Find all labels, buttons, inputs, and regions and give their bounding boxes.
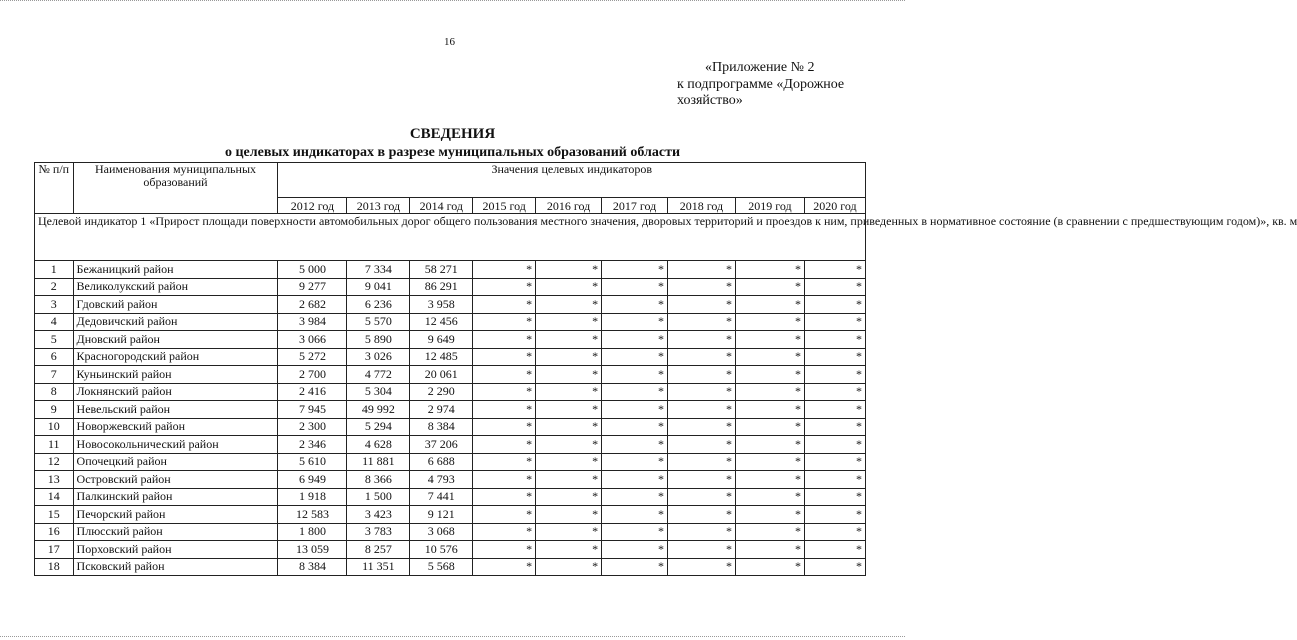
value-cell-2016: * bbox=[536, 401, 602, 419]
appendix-note bbox=[677, 60, 877, 110]
value-cell-2013: 5 570 bbox=[347, 313, 410, 331]
value-cell-2017: * bbox=[602, 366, 668, 384]
value-cell-2020: * bbox=[804, 506, 865, 524]
row-number: 12 bbox=[35, 453, 74, 471]
value-cell-2019: * bbox=[735, 261, 804, 279]
value-cell-2014: 86 291 bbox=[410, 278, 473, 296]
value-cell-2020: * bbox=[804, 366, 865, 384]
document-title: СВЕДЕНИЯ bbox=[409, 126, 496, 142]
value-cell-2015: * bbox=[473, 418, 536, 436]
value-cell-2015: * bbox=[473, 366, 536, 384]
col-num-header: № п/п bbox=[35, 163, 74, 214]
value-cell-2020: * bbox=[804, 331, 865, 349]
value-cell-2012: 2 346 bbox=[278, 436, 347, 454]
value-cell-2019: * bbox=[735, 471, 804, 489]
value-cell-2012: 8 384 bbox=[278, 558, 347, 576]
district-name: Красногородский район bbox=[73, 348, 278, 366]
table-row bbox=[35, 383, 866, 401]
value-cell-2012: 5 610 bbox=[278, 453, 347, 471]
value-cell-2016: * bbox=[536, 261, 602, 279]
district-name: Куньинский район bbox=[73, 366, 278, 384]
value-cell-2017: * bbox=[602, 401, 668, 419]
year-header: 2015 год bbox=[473, 198, 536, 214]
row-number: 4 bbox=[35, 313, 74, 331]
value-cell-2018: * bbox=[668, 471, 736, 489]
value-cell-2012: 5 000 bbox=[278, 261, 347, 279]
value-cell-2017: * bbox=[602, 541, 668, 559]
row-number: 15 bbox=[35, 506, 74, 524]
row-number: 17 bbox=[35, 541, 74, 559]
table-row bbox=[35, 436, 866, 454]
value-cell-2013: 3 783 bbox=[347, 523, 410, 541]
value-cell-2015: * bbox=[473, 331, 536, 349]
value-cell-2016: * bbox=[536, 418, 602, 436]
value-cell-2020: * bbox=[804, 453, 865, 471]
value-cell-2020: * bbox=[804, 541, 865, 559]
value-cell-2019: * bbox=[735, 558, 804, 576]
value-cell-2019: * bbox=[735, 348, 804, 366]
indicators-table bbox=[34, 162, 1297, 576]
indicator-text: Целевой индикатор 1 «Прирост площади поверхности автомобильных дорог общего пользования местного значения, дворовых территорий и проездов к ним, приведенных в нормативное состояние (в сравнении с предшествующим годом)», кв. м bbox=[35, 214, 866, 261]
value-cell-2018: * bbox=[668, 418, 736, 436]
value-cell-2017: * bbox=[602, 488, 668, 506]
year-header: 2016 год bbox=[536, 198, 602, 214]
value-cell-2015: * bbox=[473, 436, 536, 454]
row-number: 8 bbox=[35, 383, 74, 401]
value-cell-2016: * bbox=[536, 506, 602, 524]
value-cell-2019: * bbox=[735, 453, 804, 471]
district-name: Псковский район bbox=[73, 558, 278, 576]
value-cell-2019: * bbox=[735, 331, 804, 349]
value-cell-2018: * bbox=[668, 261, 736, 279]
value-cell-2020: * bbox=[804, 261, 865, 279]
value-cell-2017: * bbox=[602, 558, 668, 576]
value-cell-2012: 7 945 bbox=[278, 401, 347, 419]
value-cell-2017: * bbox=[602, 383, 668, 401]
value-cell-2017: * bbox=[602, 261, 668, 279]
value-cell-2015: * bbox=[473, 383, 536, 401]
value-cell-2013: 8 257 bbox=[347, 541, 410, 559]
row-number: 6 bbox=[35, 348, 74, 366]
value-cell-2014: 2 974 bbox=[410, 401, 473, 419]
row-number: 2 bbox=[35, 278, 74, 296]
value-cell-2019: * bbox=[735, 383, 804, 401]
district-name: Опочецкий район bbox=[73, 453, 278, 471]
appendix-line-3: хозяйство» bbox=[677, 93, 743, 108]
district-name: Плюсский район bbox=[73, 523, 278, 541]
value-cell-2014: 20 061 bbox=[410, 366, 473, 384]
value-cell-2014: 2 290 bbox=[410, 383, 473, 401]
value-cell-2018: * bbox=[668, 488, 736, 506]
district-name: Локнянский район bbox=[73, 383, 278, 401]
value-cell-2017: * bbox=[602, 471, 668, 489]
year-header: 2018 год bbox=[668, 198, 736, 214]
value-cell-2014: 6 688 bbox=[410, 453, 473, 471]
value-cell-2018: * bbox=[668, 348, 736, 366]
value-cell-2020: * bbox=[804, 436, 865, 454]
value-cell-2018: * bbox=[668, 383, 736, 401]
value-cell-2016: * bbox=[536, 383, 602, 401]
value-cell-2015: * bbox=[473, 541, 536, 559]
row-number: 10 bbox=[35, 418, 74, 436]
value-cell-2016: * bbox=[536, 453, 602, 471]
year-header: 2019 год bbox=[735, 198, 804, 214]
value-cell-2015: * bbox=[473, 348, 536, 366]
table-row bbox=[35, 488, 866, 506]
table-row bbox=[35, 296, 866, 314]
value-cell-2020: * bbox=[804, 278, 865, 296]
value-cell-2014: 9 649 bbox=[410, 331, 473, 349]
table-row bbox=[35, 506, 866, 524]
table-row bbox=[35, 401, 866, 419]
table-row bbox=[35, 471, 866, 489]
value-cell-2014: 7 441 bbox=[410, 488, 473, 506]
value-cell-2013: 8 366 bbox=[347, 471, 410, 489]
value-cell-2017: * bbox=[602, 523, 668, 541]
table-row bbox=[35, 453, 866, 471]
row-number: 18 bbox=[35, 558, 74, 576]
value-cell-2018: * bbox=[668, 296, 736, 314]
district-name: Дедовичский район bbox=[73, 313, 278, 331]
value-cell-2020: * bbox=[804, 401, 865, 419]
value-cell-2012: 1 918 bbox=[278, 488, 347, 506]
value-cell-2016: * bbox=[536, 366, 602, 384]
value-cell-2018: * bbox=[668, 401, 736, 419]
value-cell-2019: * bbox=[735, 488, 804, 506]
table-row bbox=[35, 331, 866, 349]
value-cell-2012: 13 059 bbox=[278, 541, 347, 559]
value-cell-2016: * bbox=[536, 331, 602, 349]
row-number: 13 bbox=[35, 471, 74, 489]
indicator-row bbox=[35, 214, 866, 261]
table-row bbox=[35, 541, 866, 559]
year-header: 2012 год bbox=[278, 198, 347, 214]
value-cell-2013: 11 351 bbox=[347, 558, 410, 576]
value-cell-2020: * bbox=[804, 348, 865, 366]
value-cell-2012: 1 800 bbox=[278, 523, 347, 541]
value-cell-2019: * bbox=[735, 296, 804, 314]
value-cell-2014: 12 456 bbox=[410, 313, 473, 331]
row-number: 3 bbox=[35, 296, 74, 314]
district-name: Островский район bbox=[73, 471, 278, 489]
value-cell-2019: * bbox=[735, 506, 804, 524]
appendix-line-1: «Приложение № 2 bbox=[705, 60, 815, 75]
value-cell-2020: * bbox=[804, 418, 865, 436]
value-cell-2019: * bbox=[735, 523, 804, 541]
value-cell-2017: * bbox=[602, 418, 668, 436]
value-cell-2013: 11 881 bbox=[347, 453, 410, 471]
row-number: 7 bbox=[35, 366, 74, 384]
value-cell-2012: 9 277 bbox=[278, 278, 347, 296]
value-cell-2017: * bbox=[602, 436, 668, 454]
district-name: Печорский район bbox=[73, 506, 278, 524]
value-cell-2017: * bbox=[602, 278, 668, 296]
row-number: 1 bbox=[35, 261, 74, 279]
row-number: 9 bbox=[35, 401, 74, 419]
value-cell-2012: 6 949 bbox=[278, 471, 347, 489]
value-cell-2016: * bbox=[536, 348, 602, 366]
year-header: 2013 год bbox=[347, 198, 410, 214]
value-cell-2015: * bbox=[473, 471, 536, 489]
value-cell-2017: * bbox=[602, 348, 668, 366]
value-cell-2016: * bbox=[536, 436, 602, 454]
value-cell-2013: 5 304 bbox=[347, 383, 410, 401]
value-cell-2013: 5 294 bbox=[347, 418, 410, 436]
value-cell-2012: 3 984 bbox=[278, 313, 347, 331]
value-cell-2019: * bbox=[735, 313, 804, 331]
value-cell-2013: 4 628 bbox=[347, 436, 410, 454]
row-number: 16 bbox=[35, 523, 74, 541]
value-cell-2014: 4 793 bbox=[410, 471, 473, 489]
value-cell-2012: 2 700 bbox=[278, 366, 347, 384]
value-cell-2014: 3 958 bbox=[410, 296, 473, 314]
value-cell-2016: * bbox=[536, 541, 602, 559]
value-cell-2016: * bbox=[536, 278, 602, 296]
district-name: Порховский район bbox=[73, 541, 278, 559]
value-cell-2012: 2 416 bbox=[278, 383, 347, 401]
value-cell-2019: * bbox=[735, 436, 804, 454]
table-row bbox=[35, 348, 866, 366]
value-cell-2015: * bbox=[473, 523, 536, 541]
district-name: Великолукский район bbox=[73, 278, 278, 296]
table-row bbox=[35, 558, 866, 576]
value-cell-2013: 9 041 bbox=[347, 278, 410, 296]
value-cell-2014: 37 206 bbox=[410, 436, 473, 454]
value-cell-2012: 2 682 bbox=[278, 296, 347, 314]
value-cell-2012: 3 066 bbox=[278, 331, 347, 349]
table-row bbox=[35, 523, 866, 541]
document-subtitle: о целевых индикаторах в разрезе муниципальных образований области bbox=[224, 145, 681, 160]
value-cell-2015: * bbox=[473, 488, 536, 506]
value-cell-2020: * bbox=[804, 558, 865, 576]
value-cell-2017: * bbox=[602, 506, 668, 524]
value-cell-2014: 3 068 bbox=[410, 523, 473, 541]
value-cell-2016: * bbox=[536, 558, 602, 576]
value-cell-2013: 49 992 bbox=[347, 401, 410, 419]
value-cell-2014: 12 485 bbox=[410, 348, 473, 366]
value-cell-2014: 58 271 bbox=[410, 261, 473, 279]
value-cell-2017: * bbox=[602, 296, 668, 314]
value-cell-2020: * bbox=[804, 523, 865, 541]
district-name: Дновский район bbox=[73, 331, 278, 349]
value-cell-2018: * bbox=[668, 366, 736, 384]
value-cell-2014: 8 384 bbox=[410, 418, 473, 436]
value-cell-2013: 1 500 bbox=[347, 488, 410, 506]
value-cell-2013: 4 772 bbox=[347, 366, 410, 384]
district-name: Новоржевский район bbox=[73, 418, 278, 436]
row-number: 14 bbox=[35, 488, 74, 506]
appendix-line-2: к подпрограмме «Дорожное bbox=[677, 76, 845, 92]
value-cell-2013: 3 026 bbox=[347, 348, 410, 366]
value-cell-2015: * bbox=[473, 453, 536, 471]
col-values-header: Значения целевых индикаторов bbox=[278, 163, 866, 198]
header-row bbox=[35, 163, 866, 198]
top-dotted-rule bbox=[0, 0, 905, 2]
value-cell-2020: * bbox=[804, 313, 865, 331]
value-cell-2018: * bbox=[668, 453, 736, 471]
row-number: 5 bbox=[35, 331, 74, 349]
value-cell-2013: 6 236 bbox=[347, 296, 410, 314]
value-cell-2014: 5 568 bbox=[410, 558, 473, 576]
value-cell-2014: 10 576 bbox=[410, 541, 473, 559]
value-cell-2015: * bbox=[473, 558, 536, 576]
value-cell-2013: 7 334 bbox=[347, 261, 410, 279]
district-name: Гдовский район bbox=[73, 296, 278, 314]
page-number: 16 bbox=[444, 36, 455, 48]
value-cell-2016: * bbox=[536, 471, 602, 489]
value-cell-2015: * bbox=[473, 401, 536, 419]
value-cell-2014: 9 121 bbox=[410, 506, 473, 524]
value-cell-2016: * bbox=[536, 313, 602, 331]
value-cell-2015: * bbox=[473, 296, 536, 314]
district-name: Невельский район bbox=[73, 401, 278, 419]
value-cell-2019: * bbox=[735, 541, 804, 559]
value-cell-2018: * bbox=[668, 278, 736, 296]
value-cell-2013: 3 423 bbox=[347, 506, 410, 524]
value-cell-2018: * bbox=[668, 436, 736, 454]
row-number: 11 bbox=[35, 436, 74, 454]
value-cell-2012: 5 272 bbox=[278, 348, 347, 366]
table-row bbox=[35, 313, 866, 331]
value-cell-2016: * bbox=[536, 488, 602, 506]
value-cell-2018: * bbox=[668, 541, 736, 559]
value-cell-2018: * bbox=[668, 313, 736, 331]
value-cell-2018: * bbox=[668, 506, 736, 524]
value-cell-2015: * bbox=[473, 313, 536, 331]
value-cell-2018: * bbox=[668, 331, 736, 349]
value-cell-2013: 5 890 bbox=[347, 331, 410, 349]
value-cell-2015: * bbox=[473, 278, 536, 296]
bottom-dotted-rule bbox=[0, 636, 905, 638]
value-cell-2020: * bbox=[804, 383, 865, 401]
value-cell-2018: * bbox=[668, 558, 736, 576]
table-row bbox=[35, 261, 866, 279]
value-cell-2017: * bbox=[602, 453, 668, 471]
district-name: Новосокольнический район bbox=[73, 436, 278, 454]
district-name: Бежаницкий район bbox=[73, 261, 278, 279]
value-cell-2019: * bbox=[735, 418, 804, 436]
value-cell-2015: * bbox=[473, 506, 536, 524]
value-cell-2019: * bbox=[735, 278, 804, 296]
table-row bbox=[35, 418, 866, 436]
value-cell-2012: 12 583 bbox=[278, 506, 347, 524]
value-cell-2016: * bbox=[536, 296, 602, 314]
year-header: 2020 год bbox=[804, 198, 865, 214]
value-cell-2020: * bbox=[804, 488, 865, 506]
value-cell-2020: * bbox=[804, 296, 865, 314]
value-cell-2012: 2 300 bbox=[278, 418, 347, 436]
year-header: 2017 год bbox=[602, 198, 668, 214]
value-cell-2018: * bbox=[668, 523, 736, 541]
value-cell-2019: * bbox=[735, 366, 804, 384]
value-cell-2017: * bbox=[602, 331, 668, 349]
value-cell-2017: * bbox=[602, 313, 668, 331]
col-name-header: Наименования муниципальных образований bbox=[73, 163, 278, 214]
year-header: 2014 год bbox=[410, 198, 473, 214]
value-cell-2015: * bbox=[473, 261, 536, 279]
value-cell-2016: * bbox=[536, 523, 602, 541]
value-cell-2020: * bbox=[804, 471, 865, 489]
table-row bbox=[35, 366, 866, 384]
district-name: Палкинский район bbox=[73, 488, 278, 506]
value-cell-2019: * bbox=[735, 401, 804, 419]
table-row bbox=[35, 278, 866, 296]
